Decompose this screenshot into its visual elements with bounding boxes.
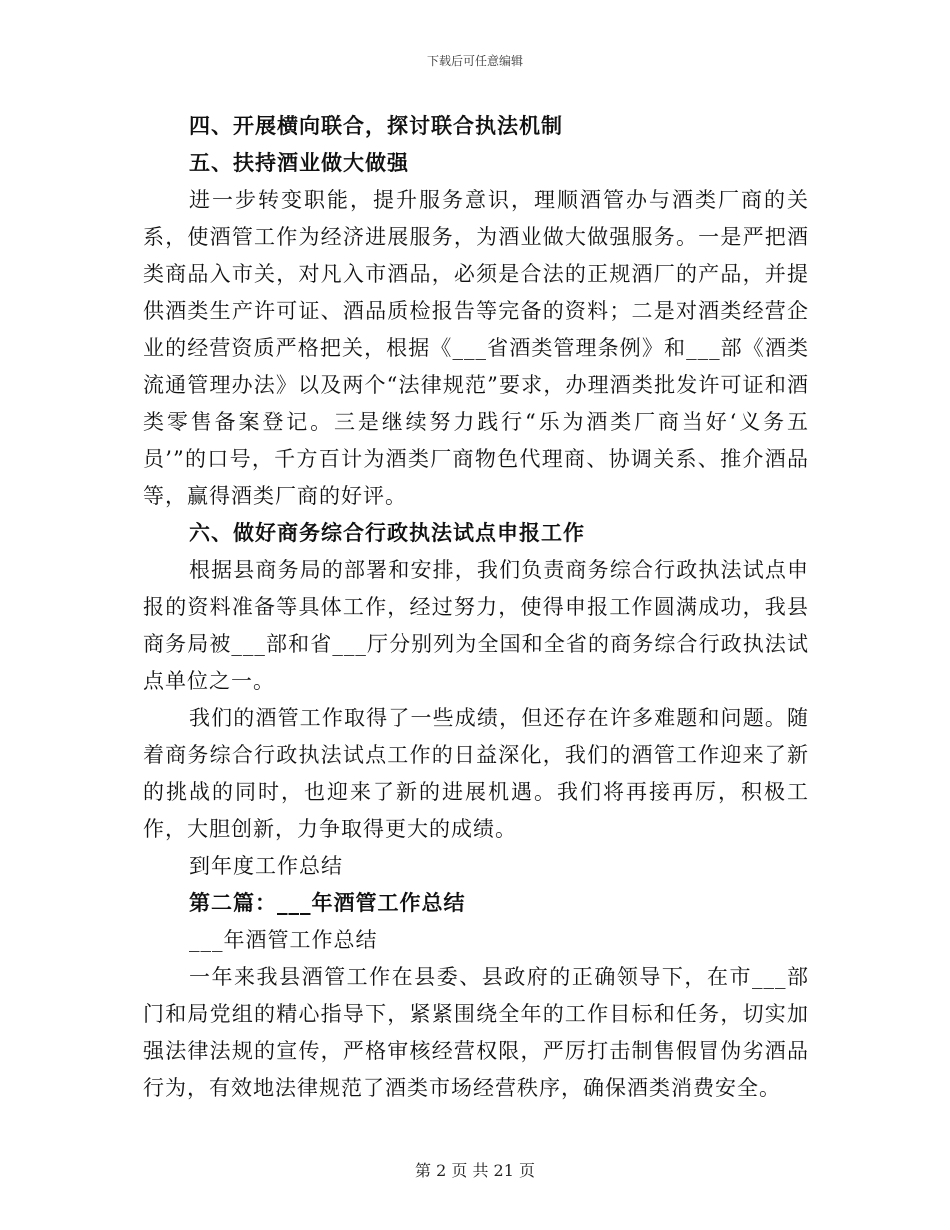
part-two-title: ___年酒管工作总结 [189,928,378,952]
section-heading-6: 六、做好商务综合行政执法试点申报工作 [189,521,585,545]
paragraph-section-5: 进一步转变职能，提升服务意识，理顺酒管办与酒类厂商的关系，使酒管工作为经济进展服务，为酒业做大做强服务。一是严把酒类商品入市关，对凡入市酒品，必须是合法的正规酒厂的产品，并提供酒类生产许可证、酒品质检报告等完备的资料；二是对酒类经营企业的经营资质严格把关，根据《___省酒类管理条例》和___部《酒类流通管理办法》以及两个“法律规范”要求，办理酒类批发许可证和酒类零售备案登记。三是继续努力践行“乐为酒类厂商当好‘义务五员’”的口号，千方百计为酒类厂商物色代理商、协调关系、推介酒品等，赢得酒类厂商的好评。 [143,188,809,508]
year-summary-line: 到年度工作总结 [189,854,343,878]
paragraph-summary: 我们的酒管工作取得了一些成绩，但还存在许多难题和问题。随着商务综合行政执法试点工作的日益深化，我们的酒管工作迎来了新的挑战的同时，也迎来了新的进展机遇。我们将再接再厉，积极工作，大胆创新，力争取得更大的成绩。 [143,706,809,841]
section-heading-4: 四、开展横向联合，探讨联合执法机制 [189,114,563,138]
paragraph-intro: 一年来我县酒管工作在县委、县政府的正确领导下，在市___部门和局党组的精心指导下，紧紧围绕全年的工作目标和任务，切实加强法律法规的宣传，严格审核经营权限，严厉打击制售假冒伪劣酒品行为，有效地法律规范了酒类市场经营秩序，确保酒类消费安全。 [143,965,809,1100]
section-heading-5: 五、扶持酒业做大做强 [189,151,409,175]
page-number-footer: 第 2 页 共 21 页 [415,1161,535,1180]
header-note: 下载后可任意编辑 [426,54,523,68]
document-body [143,108,809,1107]
part-two-heading: 第二篇：___年酒管工作总结 [189,891,466,915]
paragraph-section-6: 根据县商务局的部署和安排，我们负责商务综合行政执法试点申报的资料准备等具体工作，经过努力，使得申报工作圆满成功，我县商务局被___部和省___厅分别列为全国和全省的商务综合行政执法试点单位之一。 [143,558,809,693]
